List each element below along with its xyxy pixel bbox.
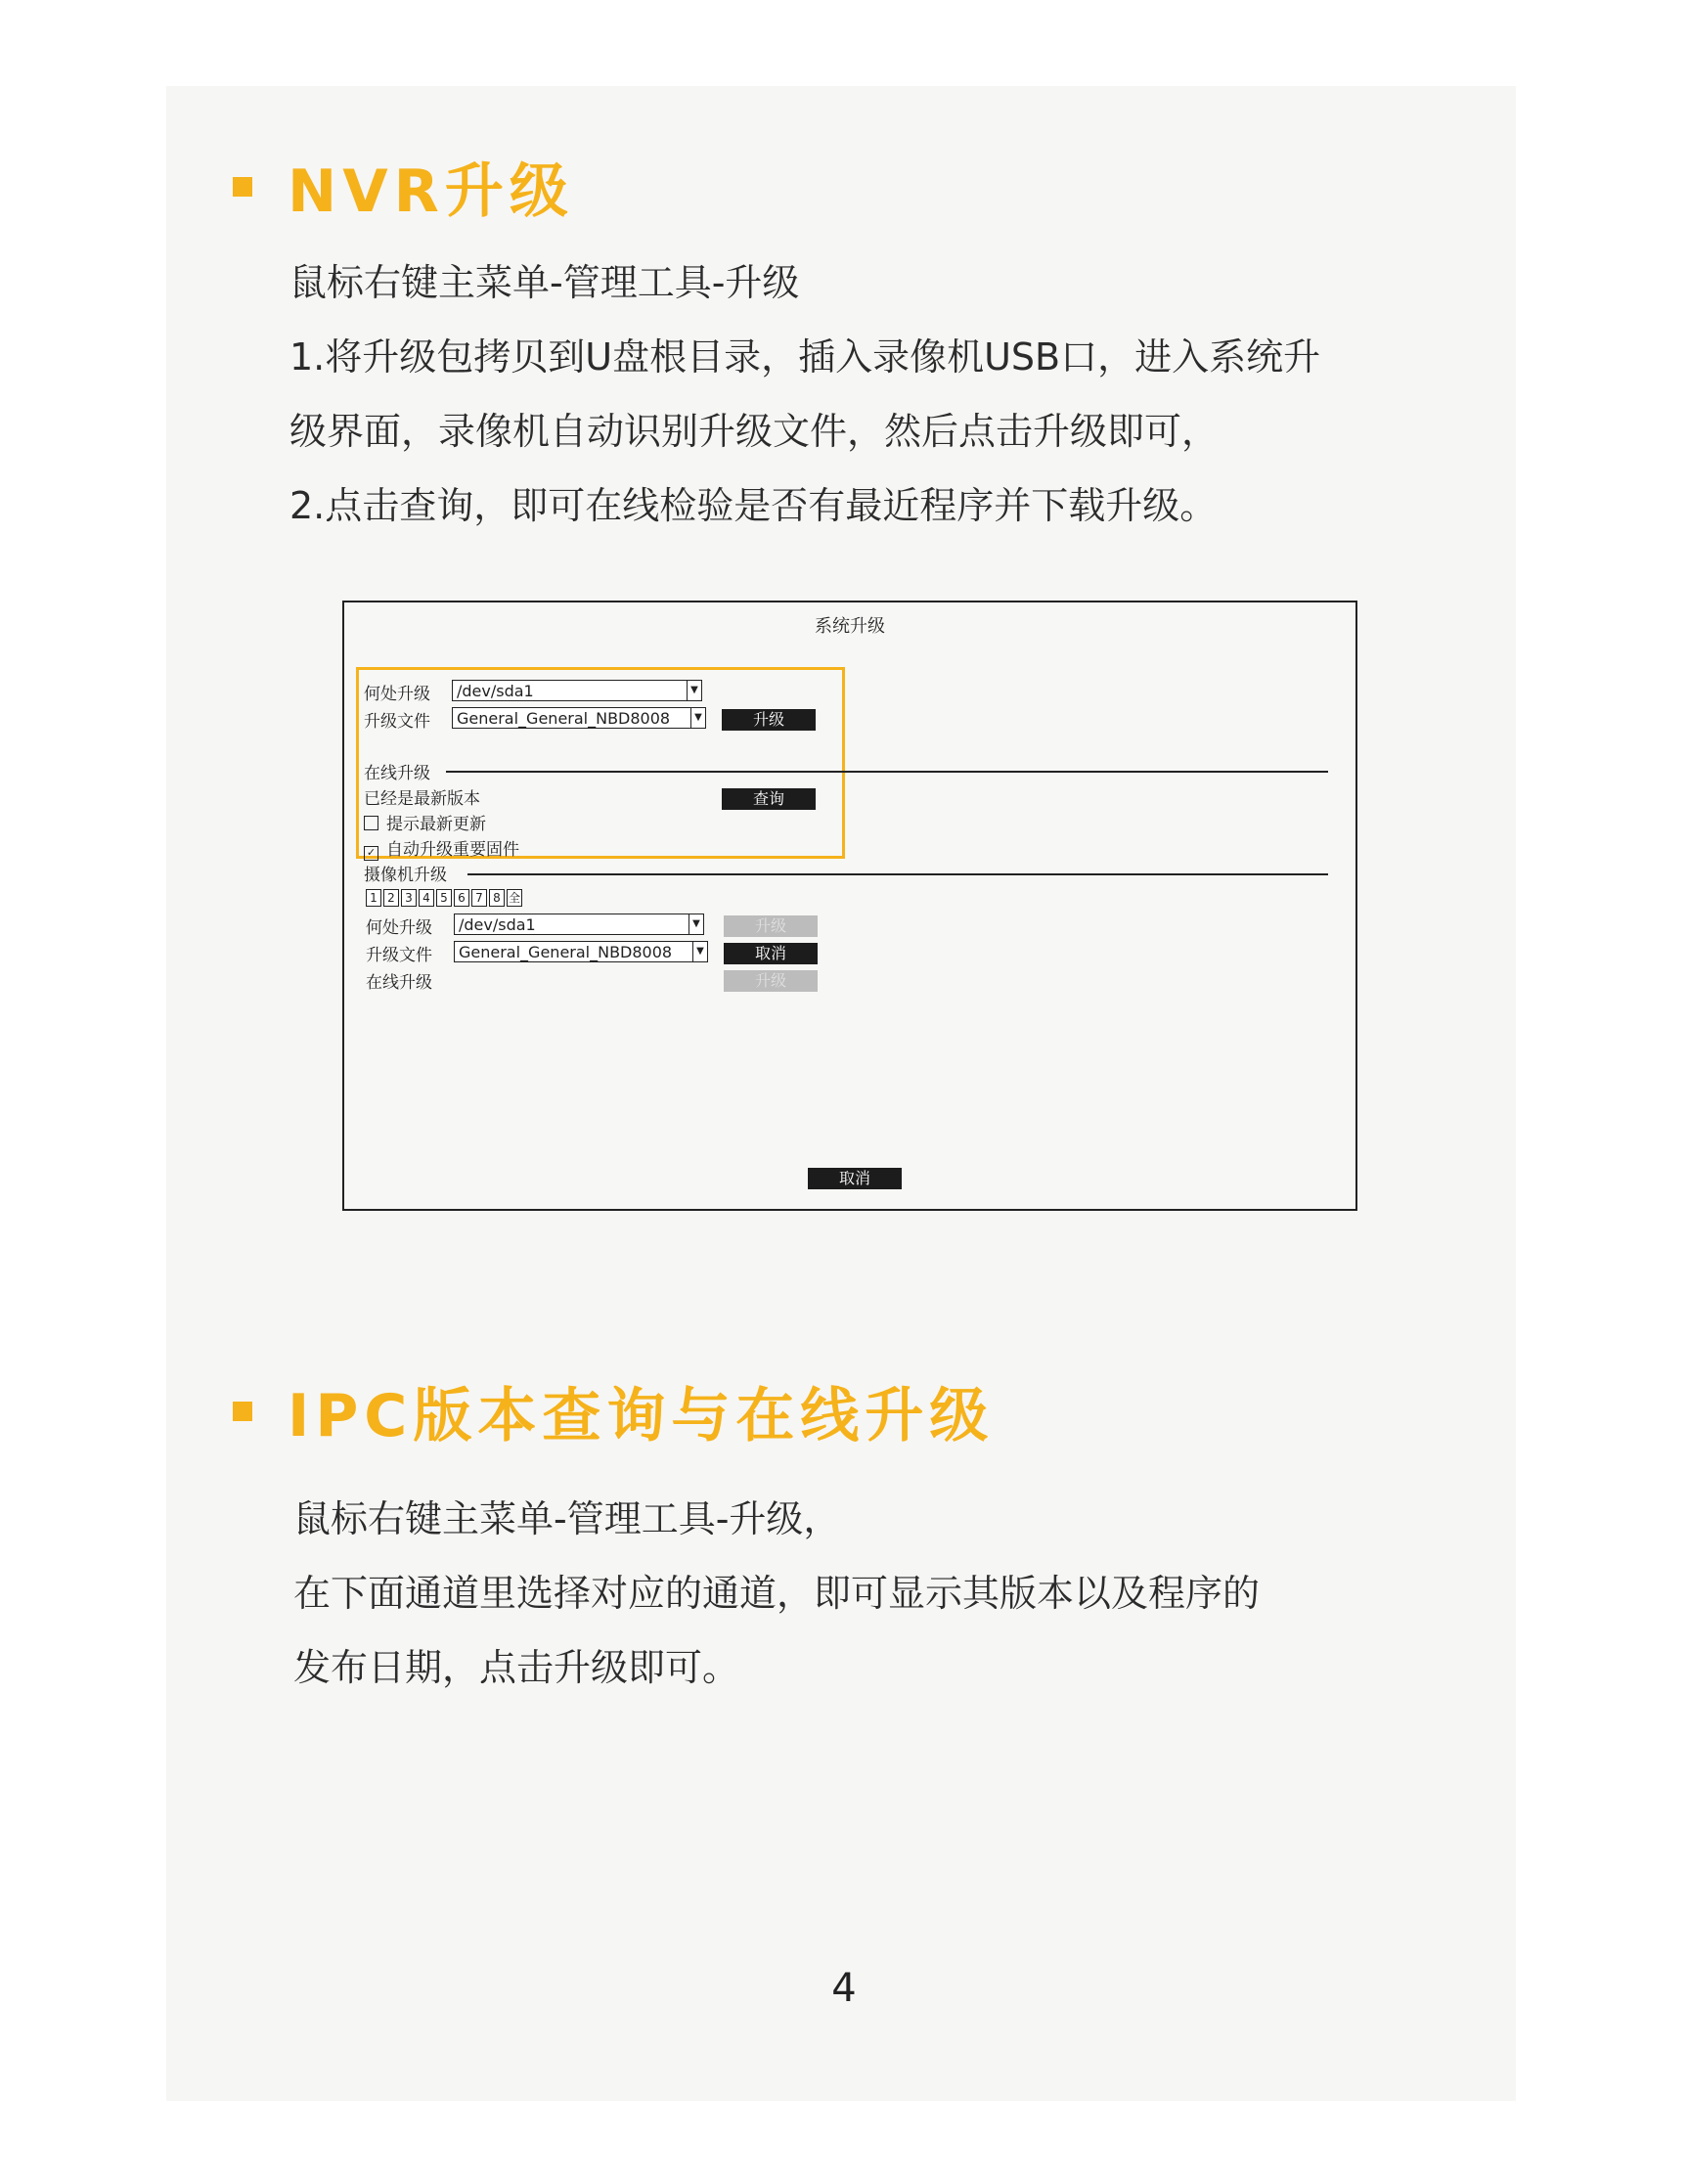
divider [446,771,1328,773]
file-select[interactable] [452,707,706,729]
channel-box[interactable]: 8 [489,889,505,907]
bullet-square-icon [233,177,252,197]
cam-where-label: 何处升级 [366,918,432,938]
text-line: 发布日期，点击升级即可。 [293,1646,740,1689]
file-label: 升级文件 [364,712,430,732]
cam-where-select[interactable] [454,914,704,935]
channel-box[interactable]: 4 [419,889,434,907]
channel-box[interactable]: 1 [366,889,381,907]
file-value: General_General_NBD8008 [457,709,671,728]
where-value: /dev/sda1 [457,682,534,700]
checkbox-empty-icon[interactable] [364,816,378,830]
chevron-down-icon: ▼ [687,681,701,700]
cam-where-value: /dev/sda1 [459,915,536,934]
notify-updates-option[interactable] [364,810,486,834]
text-line: 级界面，录像机自动识别升级文件，然后点击升级即可， [289,410,1220,453]
cam-file-label: 升级文件 [366,946,432,965]
latest-version-label: 已经是最新版本 [364,789,480,809]
channel-box[interactable]: 6 [454,889,469,907]
text-line: 2.点击查询，即可在线检验是否有最近程序并下载升级。 [289,484,1218,527]
where-label: 何处升级 [364,685,430,704]
chevron-down-icon: ▼ [689,914,703,934]
cam-file-value: General_General_NBD8008 [459,943,673,961]
cam-cancel-button[interactable]: 取消 [724,943,818,964]
page-number: 4 [831,1966,857,2011]
text-line: 1.将升级包拷贝到U盘根目录，插入录像机USB口，进入系统升 [289,335,1321,379]
section-title-text: NVR升级 [288,157,574,226]
chevron-down-icon: ▼ [690,708,705,728]
text-line: 鼠标右键主菜单-管理工具-升级， [293,1497,841,1540]
channel-box[interactable]: 2 [383,889,399,907]
channel-box[interactable]: 5 [436,889,452,907]
chevron-down-icon: ▼ [692,942,707,961]
checkbox-checked-icon[interactable]: ✓ [364,846,378,861]
cam-online-label: 在线升级 [366,973,432,993]
cam-file-select[interactable] [454,941,708,962]
auto-upgrade-option[interactable] [364,835,519,861]
system-upgrade-screenshot [342,601,1357,1211]
text-line: 在下面通道里选择对应的通道，即可显示其版本以及程序的 [293,1572,1261,1615]
bullet-square-icon [233,1402,252,1421]
channel-box[interactable]: 7 [471,889,487,907]
channel-box[interactable]: 3 [401,889,417,907]
dialog-title: 系统升级 [815,616,885,637]
query-button[interactable]: 查询 [722,788,816,810]
channel-selector [366,887,524,907]
camera-upgrade-label: 摄像机升级 [364,866,447,885]
section-title-text: IPC版本查询与在线升级 [288,1382,995,1450]
cancel-button[interactable]: 取消 [808,1168,902,1189]
section-title-nvr-upgrade [233,145,574,229]
where-select[interactable] [452,680,702,701]
divider [467,873,1328,875]
cam-online-upgrade-button[interactable]: 升级 [724,970,818,992]
upgrade-button[interactable]: 升级 [722,709,816,731]
section-title-ipc-version [233,1369,994,1453]
channel-box[interactable]: 全 [508,891,520,905]
cam-upgrade-button[interactable]: 升级 [724,915,818,937]
online-upgrade-label: 在线升级 [364,764,430,783]
text-line: 鼠标右键主菜单-管理工具-升级 [289,261,800,304]
auto-upgrade-label: 自动升级重要固件 [386,840,519,860]
notify-label: 提示最新更新 [386,815,486,834]
